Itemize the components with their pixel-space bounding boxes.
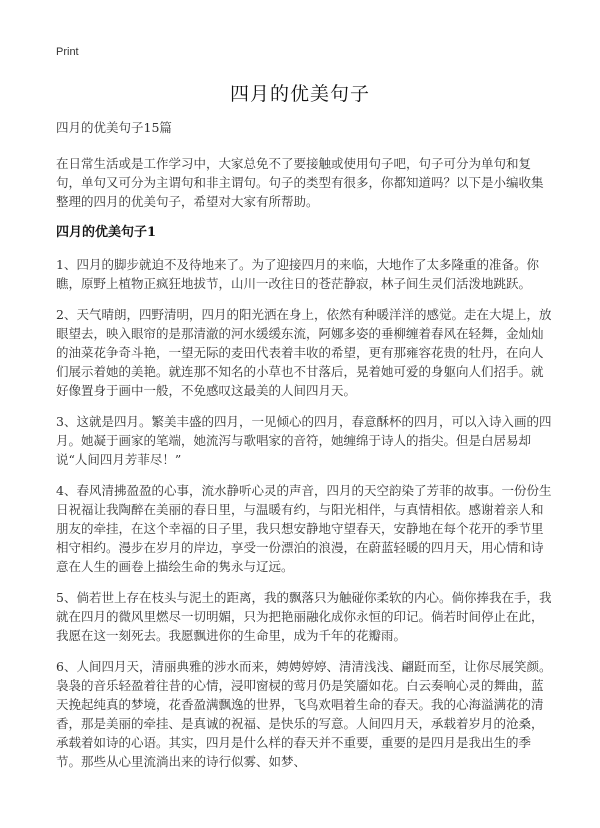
document-title: 四月的优美句子 xyxy=(229,83,370,105)
document-body xyxy=(56,117,554,783)
list-item: 2、天气晴朗，四野清明，四月的阳光洒在身上，依然有种暖洋洋的感觉。走在大堤上，放眼望去，映入眼帘的是那清澈的河水缓缓东流，阿娜多姿的垂柳缠着春风在轻舞，金灿灿的油菜花争奇斗艳，一望无际的麦田代表着丰收的希望，更有那雍容花贵的牡丹，在向人们展示着她的美艳。就连那不知名的小草也不甘落后，晃着她可爱的身躯向人们招手。就好像置身于画中一般，不免感叹这最美的人间四月天。 xyxy=(56,307,552,398)
document-subtitle: 四月的优美句子15篇 xyxy=(56,120,172,135)
sentence-list xyxy=(56,255,554,771)
list-item: 5、倘若世上存在枝头与泥土的距离，我的飘落只为触碰你柔软的内心。倘你捧我在手，我就在四月的微风里燃尽一切明媚，只为把艳丽融化成你永恒的印记。倘若时间停止在此，我愿在这一刻死去。我愿飘进你的生命里，成为千年的花瓣雨。 xyxy=(56,590,552,643)
list-item: 6、人间四月天，清丽典雅的涉水而来，娉娉婷婷、清清浅浅、翩跹而至，让你尽展笑颜。袅袅的音乐轻盈着往昔的心情，浸叩窗棂的莺月仍是笑靥如花。白云奏响心灵的舞曲，蓝天挽起纯真的梦境，花香盈满飘逸的世界，飞鸟欢唱着生命的春天。我的心海溢满花的清香，那是美丽的牵挂、是真诚的祝福、是快乐的写意。人间四月天，承载着岁月的沧桑，承载着如诗的心语。其实，四月是什么样的春天并不重要，重要的是四月是我出生的季节。那些从心里流淌出来的诗行似雾、如梦、 xyxy=(56,659,552,769)
print-label: Print xyxy=(56,46,79,58)
section-heading: 四月的优美句子1 xyxy=(56,225,157,240)
list-item: 4、春风清拂盈盈的心事，流水静听心灵的声音，四月的天空韵染了芳菲的故事。一份份生日祝福让我陶醉在美丽的春日里，与温暖有约，与阳光相伴，与真情相依。感谢着亲人和朋友的牵挂，在这个幸福的日子里，我只想安静地守望春天，安静地在每个花开的季节里相守相约。漫步在岁月的岸边，享受一份漂泊的浪漫，在蔚蓝轻暖的四月天，用心情和诗意在人生的画卷上描绘生命的隽永与辽远。 xyxy=(56,483,552,574)
list-item: 3、这就是四月。繁美丰盛的四月，一见倾心的四月，春意酥杯的四月，可以入诗入画的四月。她凝于画家的笔端，她流泻与歌唱家的音符，她缠绵于诗人的指尖。但是白居易却说“人间四月芳菲尽！” xyxy=(56,414,552,467)
intro-paragraph: 在日常生活或是工作学习中，大家总免不了要接触或使用句子吧，句子可分为单句和复句，单句又可分为主谓句和非主谓句。句子的类型有很多，你都知道吗？以下是小编收集整理的四月的优美句子，希望对大家有所帮助。 xyxy=(56,156,544,209)
list-item: 1、四月的脚步就迫不及待地来了。为了迎接四月的来临，大地作了太多隆重的准备。你瞧，原野上植物正疯狂地拔节，山川一改往日的苍茫静寂，林子间生灵们活泼地跳跃。 xyxy=(56,257,539,291)
